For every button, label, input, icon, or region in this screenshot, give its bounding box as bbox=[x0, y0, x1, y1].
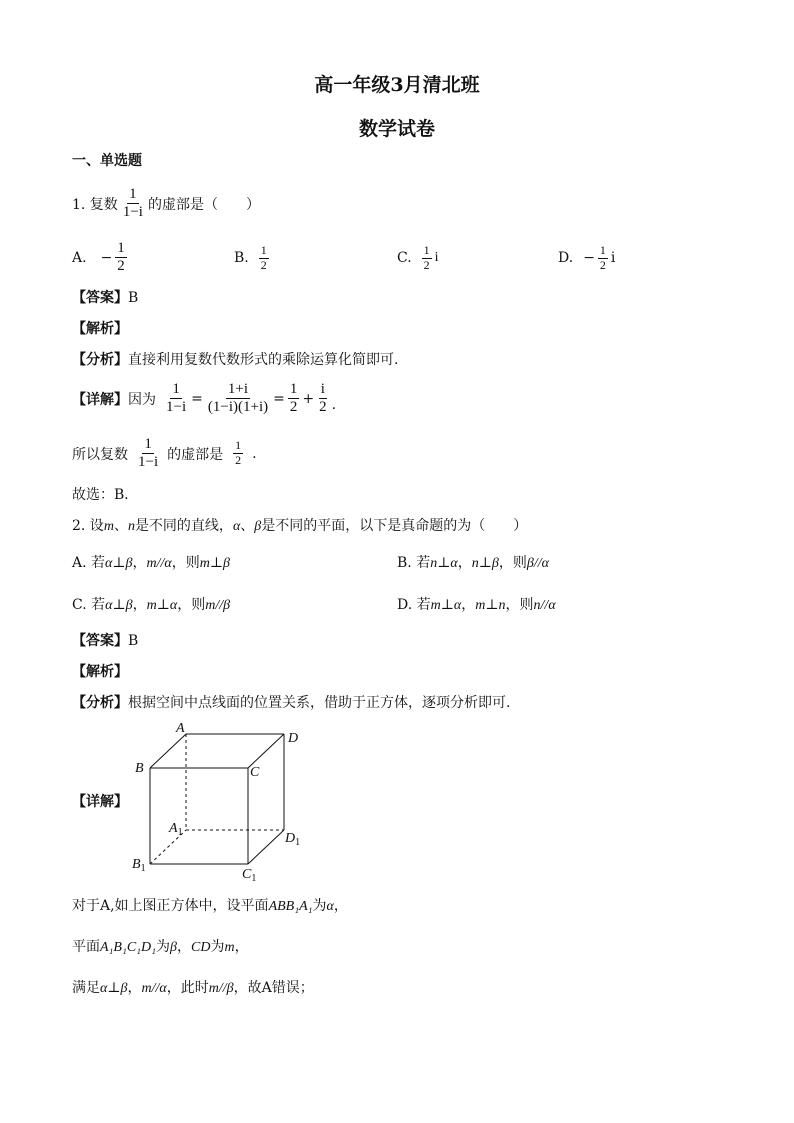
label-D1: $D_1$ bbox=[285, 831, 301, 848]
label-D: D bbox=[288, 731, 299, 746]
q1-fraction: $\frac{1}{1-i}$ bbox=[122, 186, 143, 221]
q2-detail-line1: 对于A,如上图正方体中，设平面ABB₁A₁为α， bbox=[72, 898, 348, 914]
eq-fraction: $\frac{i}{2}$ bbox=[319, 381, 327, 416]
conclusion-fraction: $\frac{1}{1-i}$ bbox=[138, 436, 159, 471]
edge-CD bbox=[248, 734, 284, 768]
q2-xiangjie-tag: 【详解】 bbox=[72, 794, 128, 810]
q1-stem-tail: 的虚部是（ ） bbox=[147, 196, 260, 213]
eq-fraction: $\frac{1+i}{(1-i)(1+i)}$ bbox=[207, 381, 269, 416]
q2-jiexi: 【解析】 bbox=[72, 664, 128, 680]
q2-stem: 2. 设m、n是不同的直线，α、β是不同的平面，以下是真命题的为（ ） bbox=[72, 518, 528, 534]
label-C: C bbox=[250, 765, 260, 780]
q1-conclusion: 所以复数 $\frac{1}{1-i}$ 的虚部是 $\frac{1}{2}$ . bbox=[72, 436, 257, 471]
q2-answer: 【答案】B bbox=[72, 633, 139, 649]
q1-stem bbox=[72, 186, 260, 222]
q2-option-d: D. 若m⊥α，m⊥n，则n//α bbox=[397, 597, 556, 613]
q1-fenxi: 【分析】直接利用复数代数形式的乘除运算化简即可. bbox=[72, 352, 399, 368]
q1-choose: 故选：B． bbox=[72, 487, 139, 503]
q2-option-b: B. 若n⊥α，n⊥β，则β//α bbox=[397, 555, 549, 571]
label-B: B bbox=[135, 761, 144, 776]
edge-C1D1 bbox=[248, 830, 284, 864]
q1-option-d: D. − $\frac{1}{2}$ i bbox=[558, 243, 616, 272]
section-heading: 一、单选题 bbox=[72, 153, 142, 169]
q1-xiangjie: 【详解】 因为 $\frac{1}{1-i}$ = $\frac{1+i}{(1-i)(1+i)}$ = $\frac{1}{2}$ + $\frac{i}{2}$ . bbox=[72, 381, 337, 416]
option-fraction: $\frac{1}{2}$ bbox=[423, 243, 430, 272]
eq-fraction: $\frac{1}{1-i}$ bbox=[166, 381, 187, 416]
q2-fenxi: 【分析】根据空间中点线面的位置关系，借助于正方体，逐项分析即可. bbox=[72, 695, 511, 711]
eq-fraction: $\frac{1}{2}$ bbox=[289, 381, 298, 416]
q1-number: 1. 复数 bbox=[72, 196, 118, 213]
q1-option-c: C. $\frac{1}{2}$ i bbox=[397, 243, 439, 272]
label-A1: $A_1$ bbox=[169, 821, 183, 838]
label-A: A bbox=[176, 721, 185, 736]
option-fraction: $\frac{1}{2}$ bbox=[117, 240, 125, 275]
q1-option-b: B. $\frac{1}{2}$ bbox=[234, 243, 267, 272]
q2-detail-line2: 平面A₁B₁C₁D₁为β，CD为m， bbox=[72, 939, 249, 955]
q2-option-a: A. 若α⊥β，m//α，则m⊥β bbox=[72, 555, 231, 571]
q1-answer: 【答案】B bbox=[72, 290, 139, 306]
label-C1: $C_1$ bbox=[242, 867, 257, 884]
option-fraction: $\frac{1}{2}$ bbox=[260, 243, 267, 272]
q2-option-c: C. 若α⊥β，m⊥α，则m//β bbox=[72, 597, 231, 613]
page-subtitle: 数学试卷 bbox=[358, 118, 435, 140]
edge-BA bbox=[150, 734, 186, 768]
conclusion-value: $\frac{1}{2}$ bbox=[235, 438, 242, 468]
q2-detail-line3: 满足α⊥β，m//α，此时m//β，故A错误； bbox=[72, 980, 314, 996]
q1-option-a: A. − $\frac{1}{2}$ bbox=[72, 240, 125, 275]
cube-figure bbox=[128, 718, 318, 884]
label-B1: $B_1$ bbox=[132, 857, 146, 874]
q1-jiexi: 【解析】 bbox=[72, 321, 128, 337]
option-fraction: $\frac{1}{2}$ bbox=[599, 243, 606, 272]
page-title: 高一年级3月清北班 bbox=[314, 74, 480, 96]
